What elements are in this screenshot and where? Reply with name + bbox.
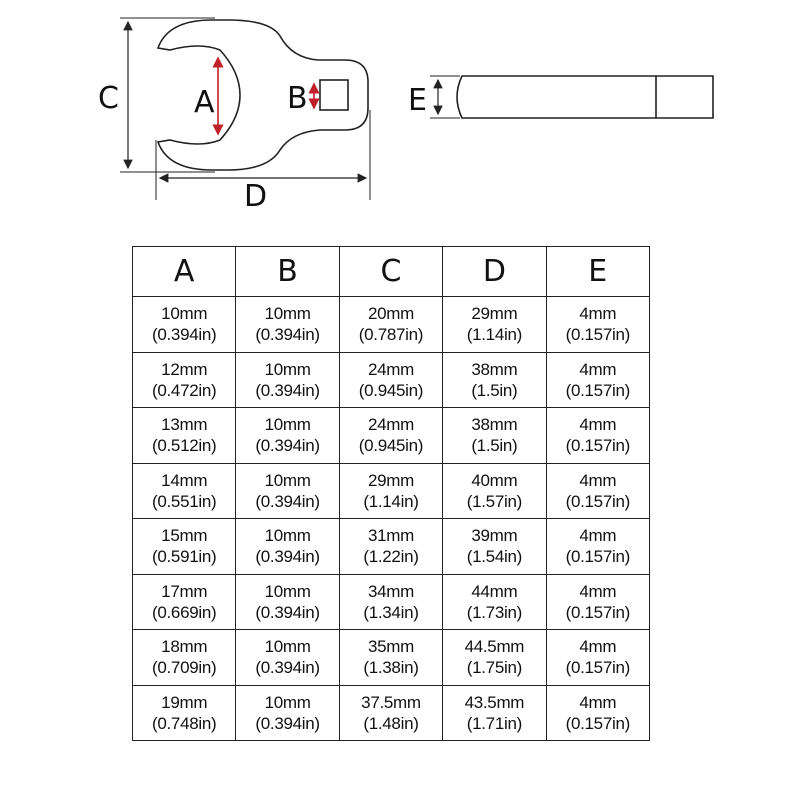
- cell-a: [133, 519, 236, 575]
- cell-b: [236, 352, 339, 408]
- cell-a: [133, 463, 236, 519]
- cell-c: [339, 574, 442, 630]
- table-row: [133, 630, 650, 686]
- value-inch: (1.48in): [363, 713, 419, 733]
- value-mm: 34mm: [367, 581, 414, 601]
- value-inch: (0.591in): [151, 547, 217, 567]
- cell-e: [546, 408, 649, 464]
- header-e: E: [546, 247, 649, 297]
- value-inch: (1.34in): [363, 602, 419, 622]
- cell-a: [133, 408, 236, 464]
- value-mm: 4mm: [579, 581, 617, 601]
- value-inch: (0.787in): [358, 325, 424, 345]
- value-inch: (0.394in): [255, 602, 320, 622]
- cell-e: [546, 630, 649, 686]
- wrench-head-outline: [158, 20, 368, 170]
- value-mm: 10mm: [264, 692, 311, 712]
- cell-b: [236, 519, 339, 575]
- value-inch: (0.394in): [255, 436, 320, 456]
- cell-c: [339, 463, 442, 519]
- label-b: B: [287, 81, 308, 116]
- value-inch: (1.5in): [471, 380, 518, 400]
- value-mm: 39mm: [471, 526, 518, 546]
- value-mm: 10mm: [264, 637, 311, 657]
- value-mm: 4mm: [579, 415, 617, 435]
- dimension-d: [156, 110, 370, 214]
- value-inch: (0.157in): [565, 602, 630, 622]
- cell-c: [339, 519, 442, 575]
- value-mm: 43.5mm: [464, 692, 525, 712]
- value-inch: (1.73in): [466, 602, 522, 622]
- value-inch: (1.22in): [363, 547, 419, 567]
- value-inch: (0.512in): [151, 436, 217, 456]
- cell-d: [443, 297, 546, 353]
- value-inch: (0.945in): [358, 380, 424, 400]
- value-mm: 4mm: [579, 304, 617, 324]
- cell-d: [443, 519, 546, 575]
- value-inch: (0.157in): [565, 325, 630, 345]
- cell-a: [133, 297, 236, 353]
- label-a: A: [194, 85, 215, 120]
- header-c: C: [339, 247, 442, 297]
- size-spec-table: [132, 246, 650, 741]
- cell-e: [546, 685, 649, 741]
- value-mm: 14mm: [161, 470, 208, 490]
- value-inch: (0.394in): [255, 713, 320, 733]
- cell-d: [443, 352, 546, 408]
- value-mm: 19mm: [161, 692, 208, 712]
- table-row: [133, 408, 650, 464]
- label-d: D: [244, 179, 268, 214]
- value-mm: 13mm: [161, 415, 208, 435]
- value-inch: (1.14in): [466, 325, 522, 345]
- label-e: E: [408, 83, 427, 118]
- value-mm: 29mm: [367, 470, 414, 490]
- dimension-a: [194, 58, 218, 134]
- value-mm: 18mm: [161, 637, 208, 657]
- cell-b: [236, 630, 339, 686]
- value-inch: (1.57in): [466, 491, 522, 511]
- value-mm: 10mm: [264, 359, 311, 379]
- value-mm: 10mm: [264, 526, 311, 546]
- value-mm: 44mm: [471, 581, 518, 601]
- cell-c: [339, 685, 442, 741]
- header-d: D: [443, 247, 546, 297]
- cell-b: [236, 297, 339, 353]
- cell-b: [236, 463, 339, 519]
- value-mm: 37.5mm: [361, 692, 421, 712]
- value-mm: 10mm: [264, 304, 311, 324]
- cell-d: [443, 408, 546, 464]
- wrench-diagram: [0, 0, 800, 240]
- value-inch: (0.394in): [255, 491, 320, 511]
- value-inch: (1.14in): [363, 491, 419, 511]
- cell-b: [236, 574, 339, 630]
- value-mm: 4mm: [579, 526, 617, 546]
- value-mm: 15mm: [161, 526, 208, 546]
- cell-e: [546, 574, 649, 630]
- value-inch: (0.157in): [565, 491, 630, 511]
- value-inch: (0.669in): [151, 602, 217, 622]
- value-inch: (1.54in): [466, 547, 522, 567]
- value-inch: (0.394in): [255, 325, 320, 345]
- value-mm: 4mm: [579, 692, 617, 712]
- value-mm: 29mm: [471, 304, 518, 324]
- value-inch: (1.75in): [466, 658, 522, 678]
- table-row: [133, 519, 650, 575]
- value-mm: 4mm: [579, 470, 617, 490]
- cell-c: [339, 630, 442, 686]
- value-mm: 4mm: [579, 637, 617, 657]
- value-inch: (0.472in): [151, 380, 217, 400]
- cell-d: [443, 463, 546, 519]
- value-inch: (0.157in): [565, 547, 630, 567]
- table-row: [133, 574, 650, 630]
- value-mm: 20mm: [367, 304, 414, 324]
- cell-d: [443, 630, 546, 686]
- value-inch: (0.394in): [255, 658, 320, 678]
- dimension-e: [408, 76, 460, 118]
- cell-e: [546, 519, 649, 575]
- table-row: [133, 297, 650, 353]
- value-inch: (1.71in): [466, 713, 522, 733]
- cell-c: [339, 297, 442, 353]
- value-mm: 40mm: [471, 470, 518, 490]
- value-mm: 4mm: [579, 359, 617, 379]
- value-mm: 44.5mm: [464, 637, 525, 657]
- cell-a: [133, 630, 236, 686]
- table-header-row: [133, 247, 650, 297]
- value-inch: (0.551in): [151, 491, 217, 511]
- table-row: [133, 352, 650, 408]
- value-inch: (0.394in): [255, 380, 320, 400]
- cell-b: [236, 685, 339, 741]
- value-mm: 24mm: [367, 415, 414, 435]
- cell-c: [339, 408, 442, 464]
- value-inch: (0.709in): [151, 658, 217, 678]
- cell-c: [339, 352, 442, 408]
- cell-e: [546, 463, 649, 519]
- header-b: B: [236, 247, 339, 297]
- value-inch: (0.157in): [565, 713, 630, 733]
- cell-d: [443, 685, 546, 741]
- value-mm: 12mm: [161, 359, 208, 379]
- value-inch: (0.748in): [151, 713, 217, 733]
- table-row: [133, 463, 650, 519]
- value-mm: 38mm: [471, 415, 518, 435]
- value-inch: (0.394in): [151, 325, 217, 345]
- value-inch: (0.945in): [358, 436, 424, 456]
- value-inch: (0.157in): [565, 436, 630, 456]
- table-row: [133, 685, 650, 741]
- value-mm: 35mm: [367, 637, 414, 657]
- cell-a: [133, 685, 236, 741]
- dimension-b: [287, 81, 314, 116]
- value-mm: 10mm: [264, 581, 311, 601]
- cell-a: [133, 574, 236, 630]
- cell-e: [546, 352, 649, 408]
- value-mm: 17mm: [161, 581, 208, 601]
- value-mm: 10mm: [161, 304, 208, 324]
- label-c: C: [98, 81, 119, 116]
- value-mm: 38mm: [471, 359, 518, 379]
- cell-b: [236, 408, 339, 464]
- value-inch: (0.157in): [565, 658, 630, 678]
- wrench-side-view: [457, 76, 713, 118]
- value-inch: (0.157in): [565, 380, 630, 400]
- value-mm: 10mm: [264, 415, 311, 435]
- cell-d: [443, 574, 546, 630]
- value-inch: (1.5in): [471, 436, 518, 456]
- value-inch: (0.394in): [255, 547, 320, 567]
- cell-e: [546, 297, 649, 353]
- header-a: A: [133, 247, 236, 297]
- table-body: [133, 297, 650, 741]
- value-mm: 24mm: [367, 359, 414, 379]
- value-mm: 31mm: [367, 526, 414, 546]
- cell-a: [133, 352, 236, 408]
- value-inch: (1.38in): [363, 658, 419, 678]
- value-mm: 10mm: [264, 470, 311, 490]
